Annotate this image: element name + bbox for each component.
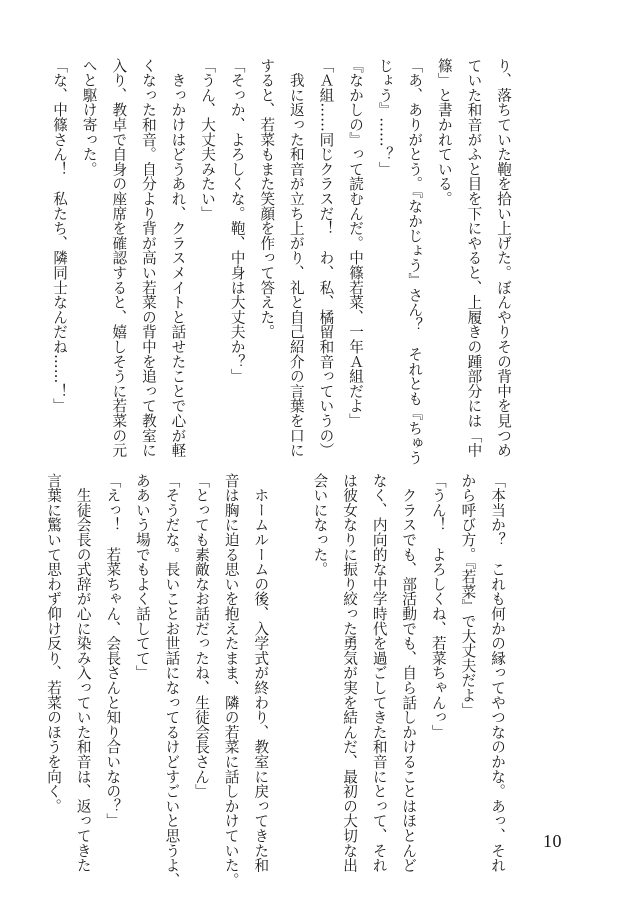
text-line: くなった和音。自分より背が高い若菜の背中を追って教室に bbox=[139, 58, 157, 458]
text-line: じょう』……？」 bbox=[376, 58, 394, 177]
text-line: 「そうだな。長いことお世話になってるけどすごいと思うよ、 bbox=[163, 473, 181, 888]
text-line: 音は胸に迫る思いを抱えたまま、隣の若菜に話しかけていた。 bbox=[222, 473, 240, 888]
text-line: 「本当か？ これも何かの縁ってやつなのかな。あっ、それ bbox=[489, 473, 506, 873]
text-line: きっかけはどうあれ、クラスメイトと話せたことで心が軽 bbox=[169, 58, 187, 458]
text-line: 「Ａ組……同じクラスだ！ わ、私、橘留和音っていうの） bbox=[317, 58, 335, 458]
text-line: 「あ、ありがとう。『なかじょう』さん？ それとも『ちゅう bbox=[406, 58, 424, 466]
lower-text-block bbox=[31, 473, 506, 888]
text-line: 『なかしの』って読むんだ。中篠若菜、一年Ａ組だよ」 bbox=[347, 58, 365, 428]
text-line: 言葉に驚いて思わず仰け反り、若菜のほうを向く。 bbox=[45, 473, 63, 814]
text-line: り、落ちていた鞄を拾い上げた。ぼんやりその背中を見つめ bbox=[495, 58, 512, 458]
text-line: 会いになった。 bbox=[311, 473, 329, 577]
text-line: 「うん、大丈夫みたい」 bbox=[199, 58, 217, 221]
text-line: なく、内向的な中学時代を過ごしてきた和音にとって、それ bbox=[370, 473, 388, 873]
text-line: クラスでも、部活動でも、自ら話しかけることはほとんど bbox=[400, 473, 418, 873]
text-line: 「とっても素敵なお話だったね、生徒会長さん」 bbox=[193, 473, 211, 799]
text-line: ホームルームの後、入学式が終わり、教室に戻ってきた和 bbox=[252, 473, 270, 873]
text-line: は彼女なりに振り絞った勇気が実を結んだ、最初の大切な出 bbox=[341, 473, 359, 873]
page-number: 10 bbox=[543, 831, 562, 851]
text-line: 生徒会長の式辞が心に染み入っていた和音は、返ってきた bbox=[74, 473, 92, 873]
blank-line bbox=[267, 473, 297, 828]
text-line: から呼び方。『若菜』で大丈夫だよ」 bbox=[459, 473, 477, 718]
text-line: ああいう場でもよく話してて」 bbox=[133, 473, 151, 681]
text-line: 「な、中篠さん！ 私たち、隣同士なんだね……！」 bbox=[51, 58, 69, 414]
text-line: 「そっか、よろしくな。鞄、中身は大丈夫か？」 bbox=[228, 58, 246, 384]
text-line: すると、若菜もまた笑顔を作って答えた。 bbox=[258, 58, 276, 340]
text-line: 「うん！ よろしくね、若菜ちゃんっ」 bbox=[429, 473, 447, 740]
text-line: へと駆け寄った。 bbox=[80, 58, 98, 177]
text-line: 入り、教卓で自身の座席を確認すると、嬉しそうに若菜の元 bbox=[110, 58, 128, 458]
text-line: ていた和音がふと目を下にやると、上履きの踵部分には「中 bbox=[465, 58, 483, 458]
text-line: 我に返った和音が立ち上がり、礼と自己紹介の言葉を口に bbox=[287, 58, 305, 458]
text-line: 「えっ！ 若菜ちゃん、会長さんと知り合いなの？」 bbox=[104, 473, 122, 829]
text-line: 篠」と書かれている。 bbox=[435, 58, 453, 206]
upper-text-block bbox=[37, 58, 512, 466]
